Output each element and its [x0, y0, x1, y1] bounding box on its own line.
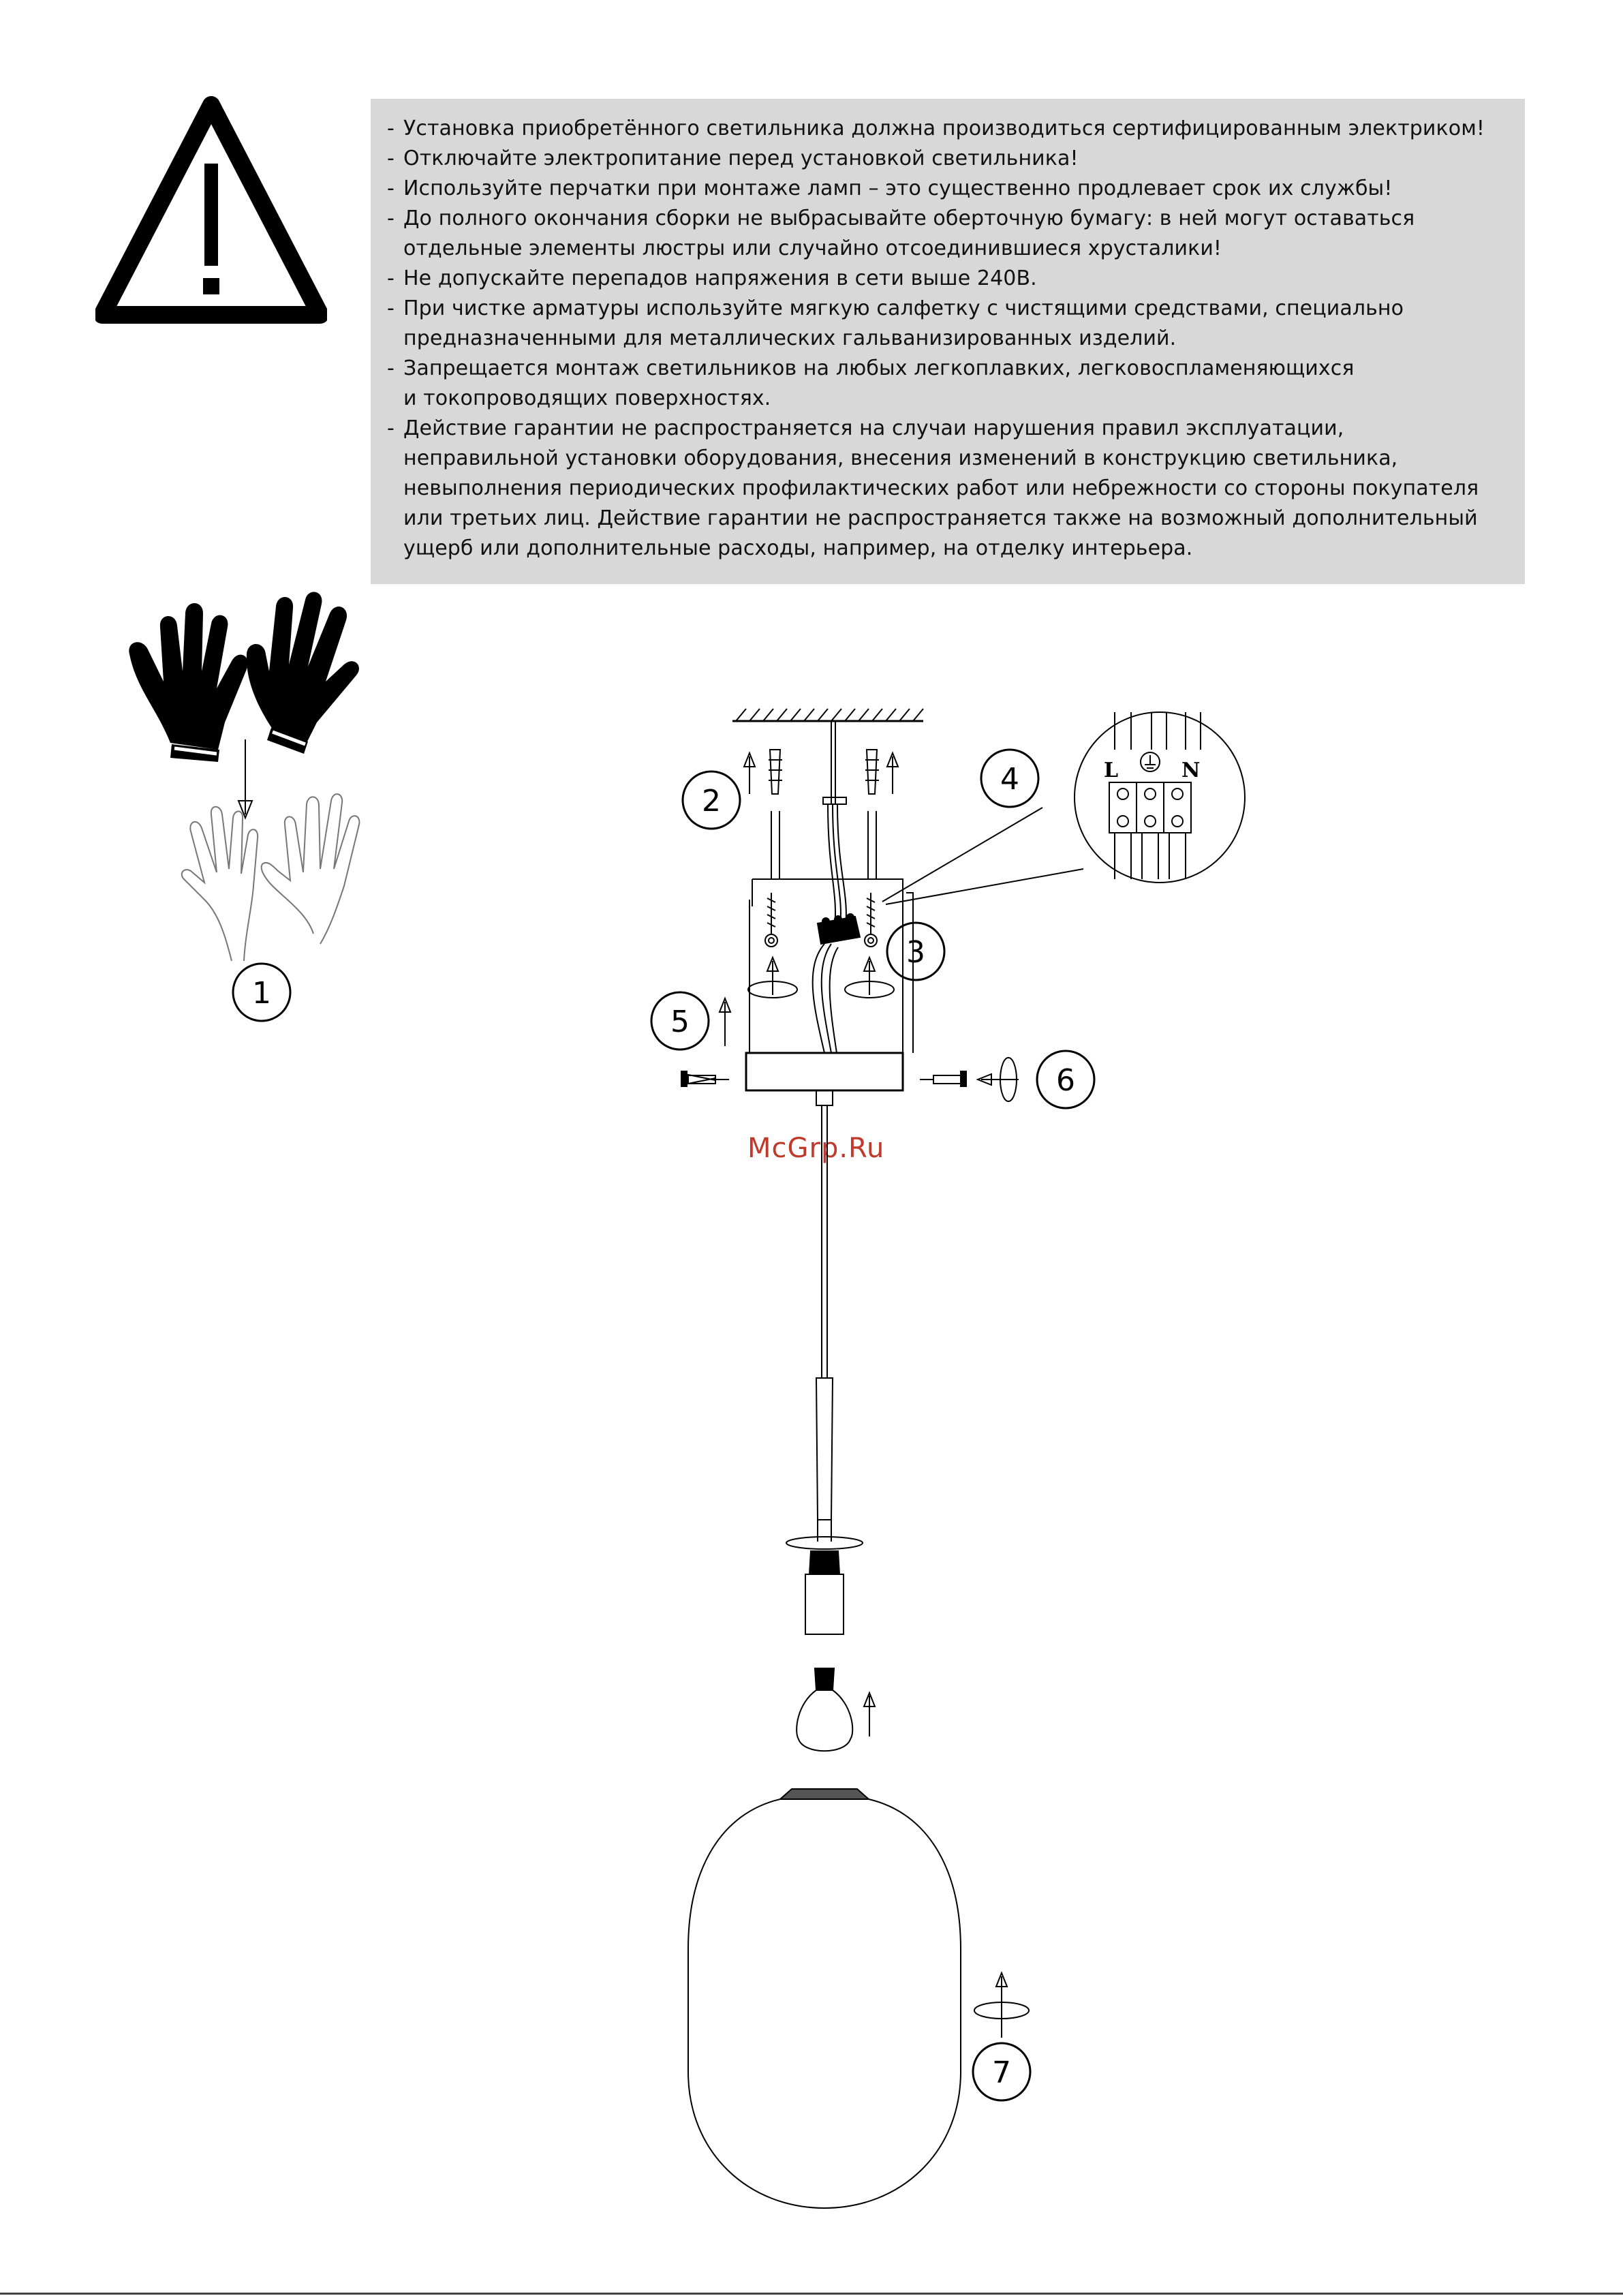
wiring-detail-callout [882, 712, 1245, 904]
down-arrow-icon [238, 739, 252, 818]
side-screws [681, 1058, 1019, 1101]
terminal-block [818, 914, 860, 944]
step-4-number: 4 [1000, 762, 1019, 797]
watermark: McGrp.Ru [747, 1133, 885, 1164]
up-arrow-icon [720, 998, 730, 1046]
up-arrow-icon [887, 753, 898, 794]
footer-divider [0, 2293, 1623, 2295]
notice-line: неправильной установки оборудования, внесения изменений в конструкцию светильника, [403, 446, 1398, 470]
notice-line: предназначенными для металлических гальванизированных изделий. [403, 326, 1177, 350]
notice-line: и токопроводящих поверхностях. [403, 386, 771, 410]
wiring-live-label: L [1104, 759, 1119, 782]
supply-wires [813, 721, 846, 1053]
notice-line: - До полного окончания сборки не выбрасывайте оберточную бумагу: в ней могут оставаться [387, 206, 1415, 230]
step-6-number: 6 [1056, 1063, 1075, 1098]
ceiling-surface [732, 709, 923, 721]
notice-line: невыполнения периодических профилактических работ или небрежности со стороны покупателя [403, 476, 1479, 500]
notice-line: - Запрещается монтаж светильников на любых легкоплавких, легковоспламеняющихся [387, 356, 1355, 380]
wall-plug-right [865, 750, 879, 879]
black-gloves-icon [129, 592, 359, 762]
step-3-number: 3 [906, 935, 925, 970]
notice-line: - Используйте перчатки при монтаже ламп – это существенно продлевает срок их службы! [387, 177, 1393, 200]
glass-shade [688, 1789, 961, 2208]
notice-line: - При чистке арматуры используйте мягкую салфетку с чистящими средствами, специально [387, 296, 1404, 320]
up-arrow-icon [744, 753, 755, 794]
step-7-number: 7 [992, 2055, 1011, 2090]
rotate-arrow-icon [974, 1973, 1029, 2038]
step-2-number: 2 [702, 784, 721, 818]
step-1-number: 1 [252, 976, 271, 1011]
canopy [746, 1053, 903, 1090]
step-5-number: 5 [670, 1005, 690, 1039]
notice-line: - Установка приобретённого светильника должна производиться сертифицированным электриком! [387, 117, 1485, 140]
notice-line: - Действие гарантии не распространяется на случаи нарушения правил эксплуатации, [387, 416, 1344, 440]
notice-line: - Не допускайте перепадов напряжения в сети выше 240В. [387, 266, 1037, 290]
notice-line: отдельные элементы люстры или случайно отсоединившиеся хрусталики! [403, 236, 1222, 260]
light-bulb-icon [797, 1668, 852, 1751]
wiring-neutral-label: N [1181, 759, 1201, 782]
notice-line: - Отключайте электропитание перед установкой светильника! [387, 147, 1079, 170]
wall-plug-left [769, 750, 782, 879]
bare-hands-icon [182, 794, 360, 961]
notice-line: ущерб или дополнительные расходы, например, на отделку интерьера. [403, 536, 1193, 560]
notice-line: или третьих лиц. Действие гарантии не распространяется также на возможный дополнительный [403, 506, 1478, 530]
up-arrow-icon [864, 1693, 875, 1736]
lamp-socket [805, 1551, 844, 1634]
